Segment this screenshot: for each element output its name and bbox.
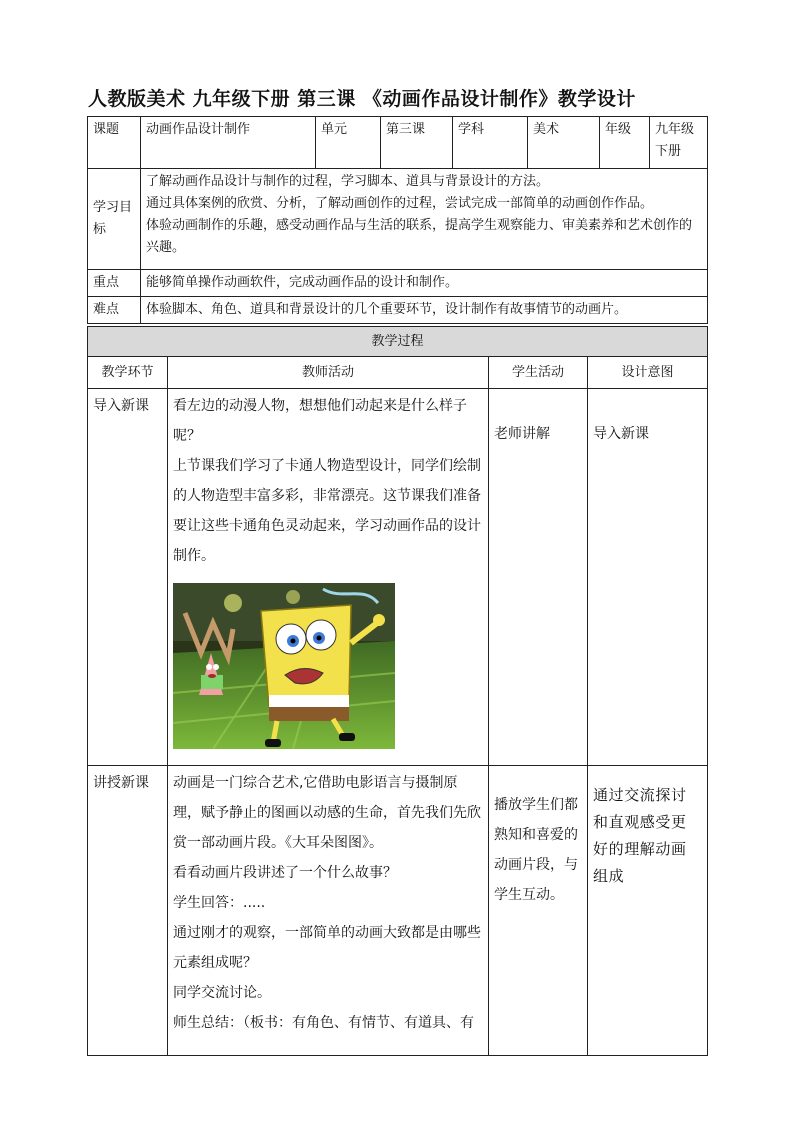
process-header-row (88, 327, 708, 357)
objectives-label: 学习目标 (88, 169, 141, 270)
objective-item: 了解动画作品设计与制作的过程，学习脚本、道具与背景设计的方法。 (146, 174, 550, 189)
teacher-paragraph: 师生总结：（板书：有角色、有情节、有道具、有 (173, 1015, 474, 1031)
column-teacher: 教师活动 (168, 357, 489, 389)
intent-text: 导入新课 (593, 426, 649, 442)
process-header: 教学过程 (88, 327, 708, 357)
teacher-cell (168, 766, 489, 1056)
student-text: 播放学生们都熟知和喜爱的动画片段，与学生互动。 (494, 797, 578, 903)
unit-value: 第三课 (381, 117, 453, 169)
student-cell (489, 389, 588, 766)
stage-cell: 讲授新课 (88, 766, 168, 1056)
teacher-paragraph: 看看动画片段讲述了一个什么故事？ (173, 865, 397, 881)
teacher-paragraph: 动画是一门综合艺术,它借助电影语言与摄制原理，赋予静止的图画以动感的生命，首先我们先欣赏一部动画片段。《大耳朵图图》。 (173, 775, 481, 851)
topic-value: 动画作品设计制作 (141, 117, 316, 169)
process-table (87, 326, 708, 1056)
intent-text: 通过交流探讨和直观感受更好的理解动画组成 (593, 786, 687, 885)
teacher-cell (168, 389, 489, 766)
intent-cell (588, 766, 708, 1056)
teacher-paragraph: 通过刚才的观察，一部简单的动画大致都是由哪些元素组成呢？ (173, 925, 481, 971)
table-row (88, 389, 708, 766)
teacher-paragraph: 同学交流讨论。 (173, 985, 271, 1001)
topic-label: 课题 (88, 117, 141, 169)
objective-item: 通过具体案例的欣赏、分析，了解动画创作的过程，尝试完成一部简单的动画创作作品。 (146, 196, 654, 211)
info-row (88, 117, 708, 169)
student-cell (489, 766, 588, 1056)
subject-value: 美术 (528, 117, 600, 169)
page-title: 人教版美术 九年级下册 第三课 《动画作品设计制作》教学设计 (88, 88, 636, 110)
subject-label: 学科 (453, 117, 528, 169)
objectives-cell (141, 169, 708, 270)
unit-label: 单元 (316, 117, 381, 169)
key-point-row (88, 270, 708, 297)
column-intent: 设计意图 (588, 357, 708, 389)
column-stage: 教学环节 (88, 357, 168, 389)
teacher-paragraph: 上节课我们学习了卡通人物造型设计，同学们绘制的人物造型丰富多彩，非常漂亮。这节课我们准备要让这些卡通角色灵动起来，学习动画作品的设计制作。 (173, 458, 481, 564)
grade-value: 九年级下册 (650, 117, 708, 169)
table-row (88, 766, 708, 1056)
difficulty-label: 难点 (88, 297, 141, 324)
grade-label: 年级 (600, 117, 650, 169)
stage-cell: 导入新课 (88, 389, 168, 766)
cartoon-illustration (173, 583, 395, 749)
difficulty-text: 体验脚本、角色、道具和背景设计的几个重要环节，设计制作有故事情节的动画片。 (141, 297, 708, 324)
key-point-label: 重点 (88, 270, 141, 297)
teacher-paragraph: 学生回答：..... (173, 895, 266, 911)
teacher-paragraph: 看左边的动漫人物，想想他们动起来是什么样子呢？ (173, 398, 467, 444)
student-text: 老师讲解 (494, 426, 550, 442)
column-student: 学生活动 (489, 357, 588, 389)
key-point-text: 能够简单操作动画软件，完成动画作品的设计和制作。 (141, 270, 708, 297)
info-table (87, 116, 708, 324)
objectives-row (88, 169, 708, 270)
intent-cell (588, 389, 708, 766)
columns-row (88, 357, 708, 389)
difficulty-row (88, 297, 708, 324)
objective-item: 体验动画制作的乐趣，感受动画作品与生活的联系，提高学生观察能力、审美素养和艺术创作的兴趣。 (146, 218, 693, 255)
